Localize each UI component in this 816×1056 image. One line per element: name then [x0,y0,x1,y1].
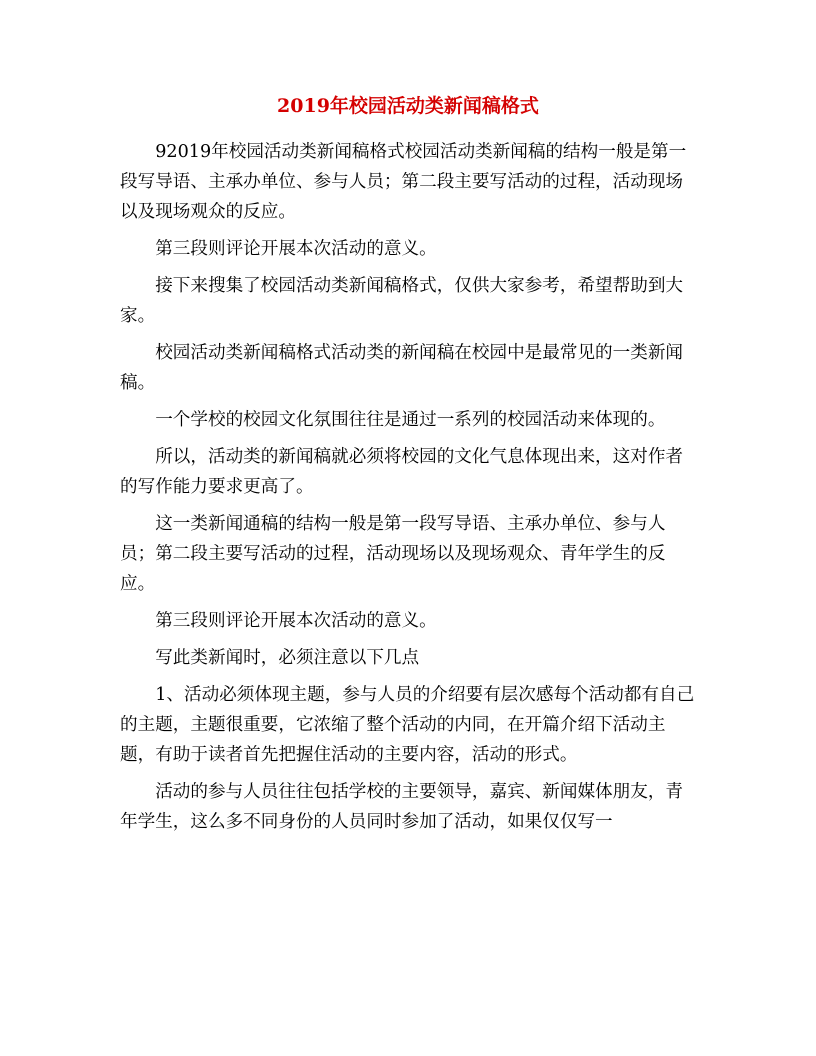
paragraph: 校园活动类新闻稿格式活动类的新闻稿在校园中是最常见的一类新闻稿。 [120,343,684,393]
paragraph: 1、活动必须体现主题，参与人员的介绍要有层次感每个活动都有自己的主题，主题很重要，它浓缩了整个活动的内同，在开篇介绍下活动主题，有助于读者首先把握住活动的主要内容，活动的形式。 [120,685,695,765]
document-body [120,137,696,844]
document-title: 2019年校园活动类新闻稿格式 [277,95,539,117]
paragraph: 写此类新闻时，必须注意以下几点 [155,648,420,668]
paragraph: 所以，活动类的新闻稿就必须将校园的文化气息体现出来，这对作者的写作能力要求更高了。 [120,447,684,497]
paragraph: 第三段则评论开展本次活动的意义。 [155,611,437,631]
paragraph: 接下来搜集了校园活动类新闻稿格式，仅供大家参考，希望帮助到大家。 [120,276,684,326]
paragraph: 这一类新闻通稿的结构一般是第一段写导语、主承办单位、参与人员；第二段主要写活动的过程，活动现场以及现场观众、青年学生的反应。 [120,514,666,594]
paragraph: 第三段则评论开展本次活动的意义。 [155,239,437,259]
paragraph: 一个学校的校园文化氛围往往是通过一系列的校园活动来体现的。 [155,410,666,430]
paragraph: 92019年校园活动类新闻稿格式校园活动类新闻稿的结构一般是第一段写导语、主承办单位、参与人员；第二段主要写活动的过程，活动现场以及现场观众的反应。 [120,142,687,222]
paragraph: 活动的参与人员往往包括学校的主要领导，嘉宾、新闻媒体朋友，青年学生，这么多不同身份的人员同时参加了活动，如果仅仅写一 [120,782,684,832]
